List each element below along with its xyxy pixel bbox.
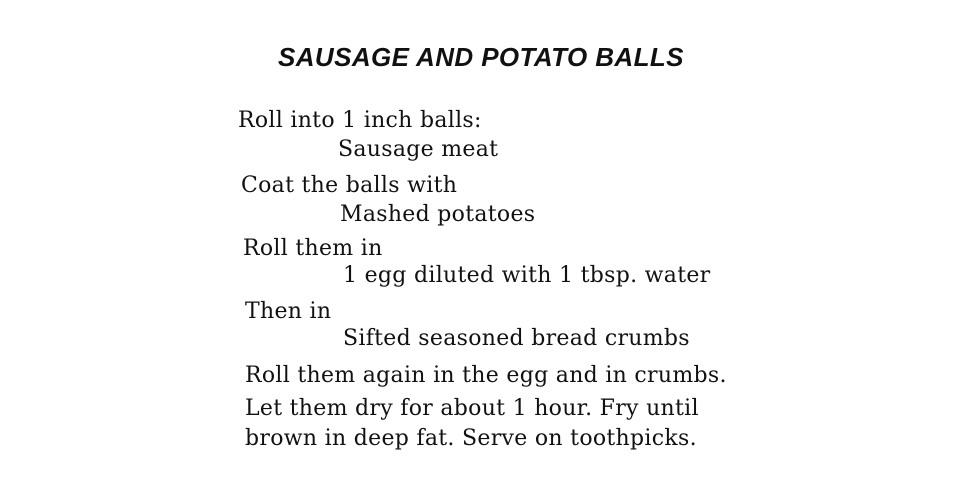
- instruction-line: Roll into 1 inch balls:: [238, 108, 482, 133]
- instruction-line: brown in deep fat. Serve on toothpicks.: [245, 426, 697, 451]
- ingredient-line: Mashed potatoes: [340, 202, 536, 227]
- instruction-line: Roll them again in the egg and in crumbs.: [245, 363, 727, 388]
- instruction-line: Roll them in: [243, 236, 383, 261]
- ingredient-line: Sifted seasoned bread crumbs: [343, 326, 690, 351]
- instruction-line: Coat the balls with: [241, 173, 458, 198]
- instruction-line: Let them dry for about 1 hour. Fry until: [245, 396, 699, 421]
- instruction-line: Then in: [245, 299, 332, 324]
- ingredient-line: Sausage meat: [338, 137, 499, 162]
- ingredient-line: 1 egg diluted with 1 tbsp. water: [343, 263, 711, 288]
- recipe-title: SAUSAGE AND POTATO BALLS: [278, 42, 684, 72]
